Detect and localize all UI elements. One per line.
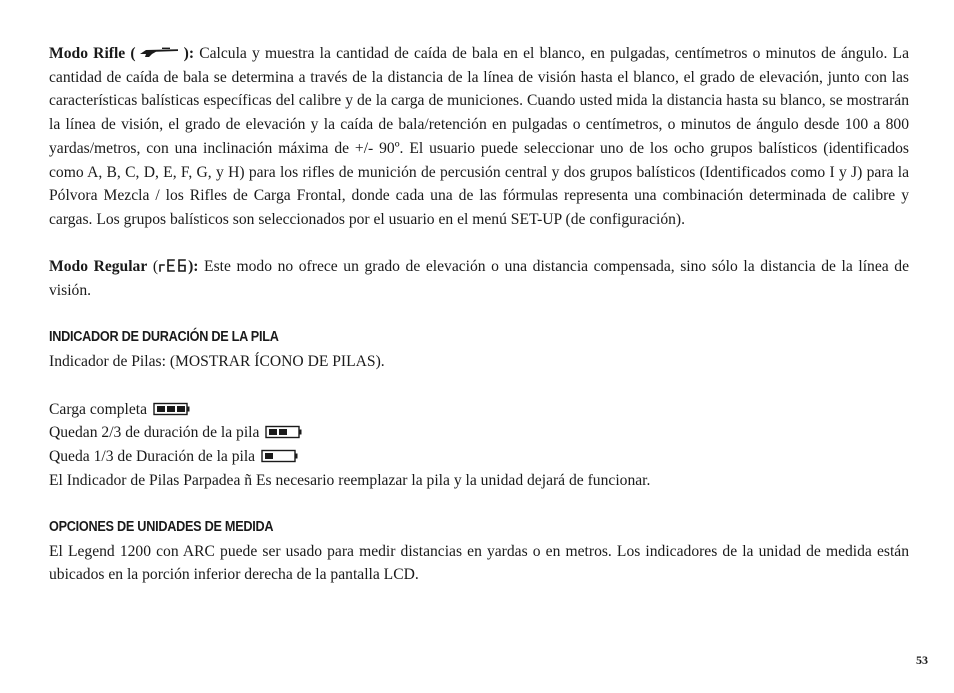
battery-two-thirds-icon	[265, 423, 303, 437]
battery-blink-note: El Indicador de Pilas Parpadea ñ Es necesario reemplazar la pila y la unidad dejará de funcionar.	[49, 471, 651, 489]
page-content	[49, 42, 909, 587]
regular-mode-paragraph	[49, 255, 909, 302]
rifle-mode-close: ):	[183, 45, 195, 62]
spacer	[49, 232, 909, 256]
reg-lcd-icon	[158, 257, 188, 272]
regular-mode-open-paren: (	[147, 258, 159, 276]
regular-mode-text: Este modo no ofrece un grado de elevación o una distancia compensada, sino sólo la distancia de la línea de visión.	[49, 258, 909, 300]
spacer	[49, 492, 909, 516]
rifle-mode-text: Calcula y muestra la cantidad de caída de bala en el blanco, en pulgadas, centímetros o minutos de ángulo. La cantidad de caída de bala se determina a través de la distancia de la línea de visión hasta el blanco, el grado de elevación, junto con las características balísticas específicas del calibre y de la carga de municiones. Cuando usted mida la distancia hasta su blanco, se mostrarán la línea de visión, el grado de elevación y la caída de bala/retención en pulgadas o centímetros, o minutos de ángulo desde 100 a 800 yardas/metros, con una inclinación máxima de +/- 90º. El usuario puede seleccionar uno de los ocho grupos balísticos (identificados como A, B, C, D, E, F, G, y H) para los rifles de munición de percusión central y dos grupos balísticos (Identificados como I y J) para la Pólvora Mezcla / los Rifles de Carga Frontal, donde cada una de las fórmulas representa una combinación determinada de calibre y cargas. Los grupos balísticos son seleccionados por el usuario en el menú SET-UP (de configuración).	[49, 45, 909, 228]
rifle-mode-open-paren: (	[125, 45, 136, 62]
battery-level-label: Queda 1/3 de Duración de la pila	[49, 447, 256, 465]
battery-one-third-icon	[261, 447, 299, 461]
units-heading: OPCIONES DE UNIDADES DE MEDIDA	[49, 519, 274, 535]
battery-level-full	[49, 398, 909, 422]
page-number: 53	[916, 653, 928, 667]
rifle-mode-title: Modo Rifle	[49, 45, 126, 62]
battery-level-one-third	[49, 445, 909, 469]
regular-mode-title: Modo Regular	[49, 258, 148, 276]
battery-level-label: Carga completa	[49, 400, 148, 418]
battery-level-two-thirds	[49, 421, 909, 445]
spacer	[49, 374, 909, 398]
battery-heading: INDICADOR DE DURACIÓN DE LA PILA	[49, 329, 279, 346]
battery-intro: Indicador de Pilas: (MOSTRAR ÍCONO DE PILAS).	[49, 353, 385, 371]
rifle-icon	[138, 43, 182, 57]
spacer	[49, 303, 909, 327]
units-paragraph: El Legend 1200 con ARC puede ser usado para medir distancias en yardas o en metros. Los indicadores de la unidad de medida están ubicados en la porción inferior derecha de la pantalla LCD.	[49, 542, 909, 584]
battery-full-icon	[153, 400, 191, 414]
rifle-mode-paragraph	[49, 42, 909, 232]
regular-mode-close: ):	[188, 258, 199, 276]
battery-level-label: Quedan 2/3 de duración de la pila	[49, 424, 260, 442]
